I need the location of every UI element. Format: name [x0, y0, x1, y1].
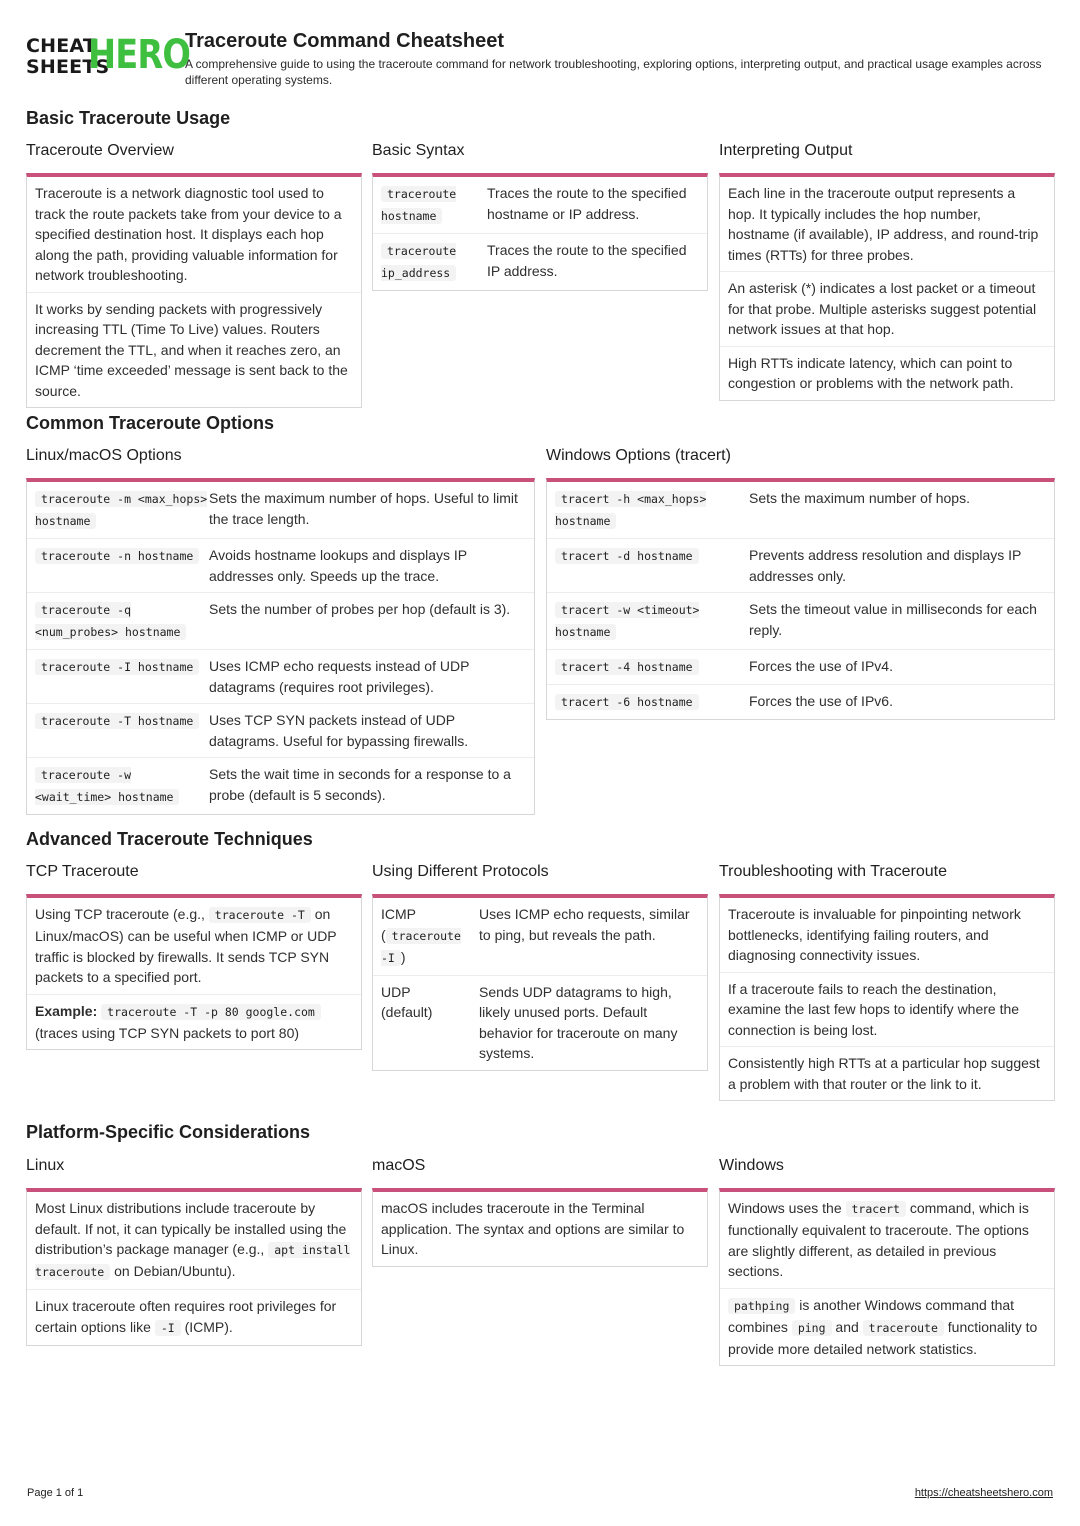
card-body — [26, 478, 535, 815]
text-span: functionality to provide more detailed network statistics. — [728, 1318, 1038, 1357]
card-basic-syntax — [372, 141, 708, 291]
example-code: traceroute -T -p 80 google.com — [101, 1004, 321, 1020]
table-row — [373, 177, 707, 233]
text-row — [720, 1288, 1054, 1366]
page-subtitle: A comprehensive guide to using the traceroute command for network troubleshooting, exploring options, interpreting output, and practical usage examples across different operating systems. — [185, 57, 1042, 87]
example-row — [27, 994, 361, 1050]
description-cell: Traces the route to the specified hostname or IP address. — [487, 185, 687, 222]
command-cell — [555, 545, 749, 586]
table-row — [547, 538, 1054, 592]
command-cell — [35, 599, 209, 643]
card-body — [26, 894, 362, 1050]
text-row: Consistently high RTTs at a particular hop suggest a problem with that router or the link to it. — [720, 1046, 1054, 1100]
logo-hero-text: HERO — [88, 32, 191, 78]
section-title-platform: Platform-Specific Considerations — [26, 1122, 311, 1142]
card-title: TCP Traceroute — [26, 863, 139, 880]
command-cell — [35, 710, 209, 751]
description-cell: Sets the maximum number of hops. — [749, 490, 970, 506]
inline-code: pathping — [728, 1298, 795, 1314]
card-troubleshooting — [719, 862, 1055, 1101]
logo-cheat-text: CHEAT — [26, 35, 97, 57]
section-title-options: Common Traceroute Options — [26, 413, 275, 433]
site-link[interactable]: https://cheatsheetshero.com — [914, 1487, 1053, 1499]
text-span: (ICMP). — [180, 1318, 233, 1335]
description-cell: Uses TCP SYN packets instead of UDP datagrams. Useful for bypassing firewalls. — [209, 712, 469, 749]
card-body — [26, 1188, 362, 1346]
card-tcp-traceroute — [26, 862, 362, 1050]
card-title: Troubleshooting with Traceroute — [719, 863, 947, 880]
description-cell: Sets the number of probes per hop (default is 3). — [209, 601, 511, 617]
description-cell: Prevents address resolution and displays IP addresses only. — [749, 547, 1022, 584]
table-row — [27, 757, 534, 814]
card-title: Windows — [719, 1157, 784, 1174]
command-cell — [35, 764, 209, 808]
description-cell: Forces the use of IPv4. — [749, 658, 893, 674]
text-row: High RTTs indicate latency, which can point to congestion or problems with the network path. — [720, 346, 1054, 400]
table-row — [373, 898, 707, 975]
description-cell: Uses ICMP echo requests instead of UDP datagrams (requires root privileges). — [209, 658, 470, 695]
table-row — [373, 233, 707, 290]
card-title: Traceroute Overview — [26, 142, 174, 159]
command-code: tracert -d hostname — [555, 548, 699, 564]
table-row — [27, 703, 534, 757]
command-code: tracert -6 hostname — [555, 694, 699, 710]
protocol-cell — [381, 982, 479, 1064]
card-title: Basic Syntax — [372, 142, 465, 159]
command-code: traceroute -I hostname — [35, 659, 199, 675]
command-code: traceroute ip_address — [381, 244, 457, 280]
card-title: Using Different Protocols — [372, 863, 549, 880]
cheatsheetshero-logo[interactable] — [26, 32, 191, 80]
command-cell — [35, 488, 209, 532]
inline-code: -I — [155, 1320, 181, 1336]
inline-code: traceroute — [863, 1320, 944, 1336]
command-cell — [381, 183, 487, 227]
text-row: Traceroute is invaluable for pinpointing network bottlenecks, identifying failing routers, and diagnosing connectivity issues. — [728, 906, 1021, 963]
card-title: macOS — [372, 1157, 426, 1174]
text-span: command, which is functionally equivalent to traceroute. The options are slightly different, as detailed in previous sections. — [728, 1200, 1029, 1279]
text-row: If a traceroute fails to reach the destination, examine the last few hops to identify where the connection is being lost. — [720, 972, 1054, 1047]
command-code: traceroute -T hostname — [35, 713, 199, 729]
protocol-label: ICMP — [381, 906, 416, 922]
command-cell — [35, 656, 209, 697]
description-cell: Traces the route to the specified IP address. — [487, 242, 687, 279]
inline-code: tracert — [846, 1201, 906, 1217]
command-code: traceroute -w <wait_time> hostname — [35, 767, 179, 805]
text-span: on Debian/Ubuntu). — [110, 1263, 236, 1279]
card-body — [719, 894, 1055, 1101]
description-cell: Forces the use of IPv6. — [749, 693, 893, 709]
command-code: traceroute -m <max_hops> hostname — [35, 492, 208, 528]
protocol-sublabel: (default) — [381, 1004, 433, 1020]
command-cell — [555, 656, 749, 678]
section-title-advanced: Advanced Traceroute Techniques — [26, 829, 313, 849]
text-span: on Linux/macOS) can be useful when ICMP or UDP traffic is blocked by firewalls. It sends TCP SYN packets to a specified port. — [35, 906, 337, 985]
description-cell: Sends UDP datagrams to high, likely unused ports. Default behavior for traceroute on many systems. — [479, 983, 678, 1061]
card-body — [719, 1188, 1055, 1366]
card-interpreting-output — [719, 141, 1055, 401]
description-cell: Avoids hostname lookups and displays IP addresses only. Speeds up the trace. — [209, 547, 467, 584]
card-body — [546, 478, 1055, 720]
card-body — [26, 173, 362, 408]
command-cell — [555, 599, 749, 643]
table-row — [27, 592, 534, 649]
text-span: Linux traceroute often requires root privileges for certain options like — [35, 1298, 337, 1335]
text-row — [720, 1192, 1054, 1288]
table-row — [547, 482, 1054, 538]
text-row: Each line in the traceroute output represents a hop. It typically includes the hop number, hostname (if available), IP address, and round-trip times (RTTs) for three probes. — [728, 185, 1039, 263]
text-row — [27, 1192, 361, 1289]
text-span: Windows uses the — [728, 1200, 846, 1216]
card-body — [372, 1188, 708, 1267]
protocol-code: traceroute -I — [381, 928, 461, 965]
inline-code: ping — [792, 1320, 832, 1336]
text-row: Traceroute is a network diagnostic tool used to track the route packets take from your device to a specified destination host. It displays each hop along the path, providing valuable information for network troubleshooting. — [35, 185, 342, 283]
table-row — [547, 592, 1054, 649]
description-cell: Sets the wait time in seconds for a response to a probe (default is 5 seconds). — [209, 766, 511, 803]
card-macos — [372, 1156, 708, 1267]
page-number: Page 1 of 1 — [27, 1487, 84, 1499]
card-windows-options — [546, 446, 1055, 720]
protocol-cell: ICMP ( traceroute -I ) — [381, 906, 461, 965]
table-row — [27, 538, 534, 592]
card-windows — [719, 1156, 1055, 1366]
command-cell — [555, 488, 749, 532]
command-cell — [35, 545, 209, 586]
description-cell: Sets the timeout value in milliseconds for each reply. — [749, 601, 1037, 638]
card-title: Interpreting Output — [719, 142, 853, 159]
text-row: macOS includes traceroute in the Terminal application. The syntax and options are similar to Linux. — [381, 1200, 685, 1257]
card-body — [372, 173, 708, 291]
command-cell — [555, 691, 749, 713]
card-body — [719, 173, 1055, 401]
text-span: and — [831, 1318, 863, 1335]
description-cell: Uses ICMP echo requests, similar to ping, but reveals the path. — [479, 906, 690, 943]
inline-code: traceroute -T — [209, 907, 311, 923]
card-body — [372, 894, 708, 1071]
command-code: traceroute hostname — [381, 187, 457, 223]
table-row — [373, 975, 707, 1070]
table-row — [27, 482, 534, 538]
card-traceroute-overview — [26, 141, 362, 408]
page-header — [26, 30, 1056, 90]
example-label: Example: — [35, 1002, 98, 1019]
protocol-label: UDP — [381, 983, 411, 1000]
table-row — [547, 649, 1054, 684]
section-title-basic: Basic Traceroute Usage — [26, 108, 231, 128]
page-title: Traceroute Command Cheatsheet — [185, 30, 504, 52]
text-span: Using TCP traceroute (e.g., — [35, 906, 209, 922]
logo-sheets-text: SHEETS — [26, 56, 110, 78]
inline-code: apt install traceroute — [35, 1243, 351, 1279]
table-row — [27, 649, 534, 703]
table-row — [547, 684, 1054, 719]
card-linux — [26, 1156, 362, 1346]
description-cell: Sets the maximum number of hops. Useful to limit the trace length. — [209, 490, 518, 527]
text-span: is another Windows command that combines — [728, 1296, 1015, 1335]
text-row: It works by sending packets with progressively increasing TTL (Time To Live) values. Routers decrement the TTL, and when it reaches zero, an ICMP ‘time exceeded’ message is sent back to the source. — [27, 292, 361, 408]
command-code: tracert -w <timeout> hostname — [555, 603, 700, 639]
command-code: traceroute -n hostname — [35, 548, 199, 564]
card-title: Linux/macOS Options — [26, 447, 182, 464]
command-code: traceroute -q <num_probes> hostname — [35, 602, 186, 640]
card-linux-macos-options — [26, 446, 535, 815]
command-code: tracert -4 hostname — [555, 659, 699, 675]
text-row: An asterisk (*) indicates a lost packet or a timeout for that probe. Multiple asterisks suggest potential network issues at that hop. — [720, 271, 1054, 346]
card-title: Windows Options (tracert) — [546, 447, 731, 464]
command-cell — [381, 240, 487, 284]
text-span: Most Linux distributions include traceroute by default. If not, it can typically be installed using the distribution’s package manager (e.g., — [35, 1200, 347, 1257]
command-code: tracert -h <max_hops> hostname — [555, 492, 707, 528]
text-row — [27, 1289, 361, 1345]
example-note: (traces using TCP SYN packets to port 80) — [35, 1024, 300, 1041]
card-different-protocols — [372, 862, 708, 1071]
text-row — [27, 898, 361, 994]
card-title: Linux — [26, 1157, 65, 1174]
